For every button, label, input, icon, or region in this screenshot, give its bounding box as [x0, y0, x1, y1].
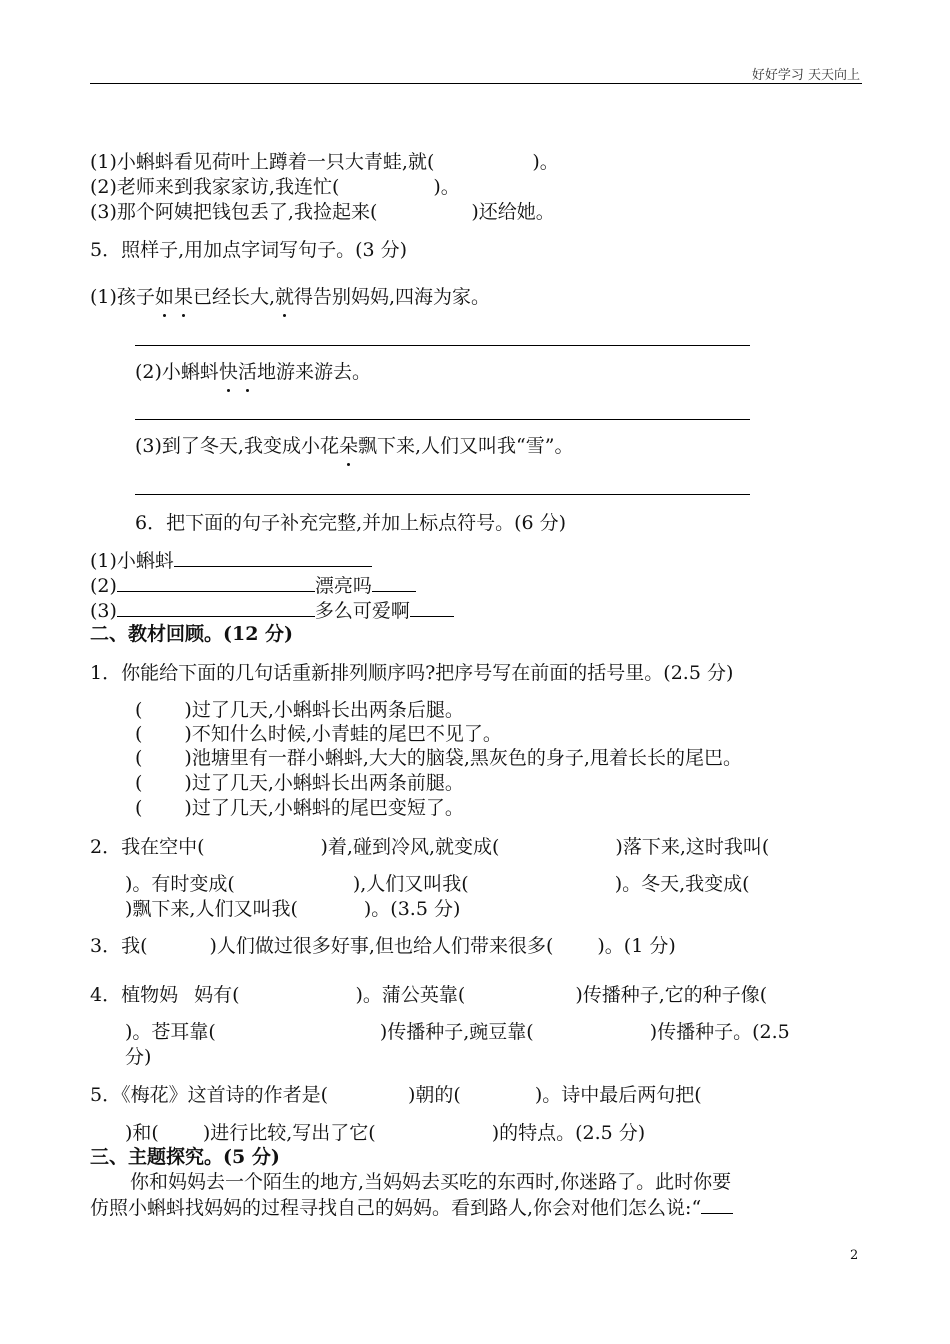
section-2-q2-line-1: 2．我在空中( )着,碰到冷风,就变成( )落下来,这时我叫( [90, 836, 770, 858]
section-2-q2-line-3: )飘下来,人们又叫我( )。(3.5 分) [125, 898, 461, 920]
section-2-q5-line-2: )和( )进行比较,写出了它( )的特点。(2.5 分) [125, 1122, 646, 1144]
page-number: 2 [850, 1248, 859, 1263]
item-1: (1)小蝌蚪看见荷叶上蹲着一只大青蛙,就( )。 [90, 151, 559, 173]
header-motto: 好好学习 天天向上 [751, 68, 860, 83]
order-item-1: ( )过了几天,小蝌蚪长出两条后腿。 [135, 699, 464, 721]
question-5-title: 5．照样子,用加点字词写句子。(3 分) [90, 239, 408, 261]
q6-line-2: (2) 漂亮吗 [90, 573, 416, 598]
answer-line-1 [135, 345, 750, 346]
order-item-2: ( )不知什么时候,小青蛙的尾巴不见了。 [135, 723, 502, 745]
item-3: (3)那个阿姨把钱包丢了,我捡起来( )还给她。 [90, 201, 555, 223]
section-3-paragraph-line-1: 你和妈妈去一个陌生的地方,当妈妈去买吃的东西时,你迷路了。此时你要 [130, 1171, 732, 1193]
section-2-q1-title: 1．你能给下面的几句话重新排列顺序吗?把序号写在前面的括号里。(2.5 分) [90, 662, 734, 684]
section-2-q2-line-2: )。有时变成( ),人们又叫我( )。冬天,我变成( [125, 873, 750, 895]
order-item-4: ( )过了几天,小蝌蚪长出两条前腿。 [135, 772, 464, 794]
header-rule [90, 83, 862, 84]
section-2-q4-line-2: )。苍耳靠( )传播种子,豌豆靠( )传播种子。(2.5 [125, 1021, 790, 1043]
order-item-5: ( )过了几天,小蝌蚪的尾巴变短了。 [135, 797, 464, 819]
q5-sentence-1: (1)孩子如果已经长大,就得告别妈妈,四海为家。 [90, 286, 491, 308]
section-2-q4-line-3: 分) [125, 1046, 152, 1068]
section-2-q5-line-1: 5．《梅花》这首诗的作者是( )朝的( )。诗中最后两句把( [90, 1084, 702, 1106]
item-2: (2)老师来到我家家访,我连忙( )。 [90, 176, 460, 198]
section-2-q4-line-1: 4．植物妈 妈有( )。蒲公英靠( )传播种子,它的种子像( [90, 984, 768, 1006]
answer-line-3 [135, 494, 750, 495]
section-3-paragraph-line-2: 仿照小蝌蚪找妈妈的过程寻找自己的妈妈。看到路人,你会对他们怎么说:“ [90, 1195, 733, 1220]
q5-sentence-2: (2)小蝌蚪快活地游来游去。 [135, 361, 371, 383]
q6-line-1: (1)小蝌蚪 [90, 548, 372, 573]
answer-line-2 [135, 419, 750, 420]
section-2-title: 二、教材回顾。(12 分) [90, 623, 294, 645]
q5-sentence-3: (3)到了冬天,我变成小花朵飘下来,人们又叫我“雪”。 [135, 435, 574, 457]
section-3-title: 三、主题探究。(5 分) [90, 1146, 280, 1168]
section-2-q3: 3．我( )人们做过很多好事,但也给人们带来很多( )。(1 分) [90, 935, 676, 957]
q6-line-3: (3) 多么可爱啊 [90, 598, 454, 623]
question-6-title: 6．把下面的句子补充完整,并加上标点符号。(6 分) [135, 512, 567, 534]
order-item-3: ( )池塘里有一群小蝌蚪,大大的脑袋,黑灰色的身子,甩着长长的尾巴。 [135, 747, 742, 769]
